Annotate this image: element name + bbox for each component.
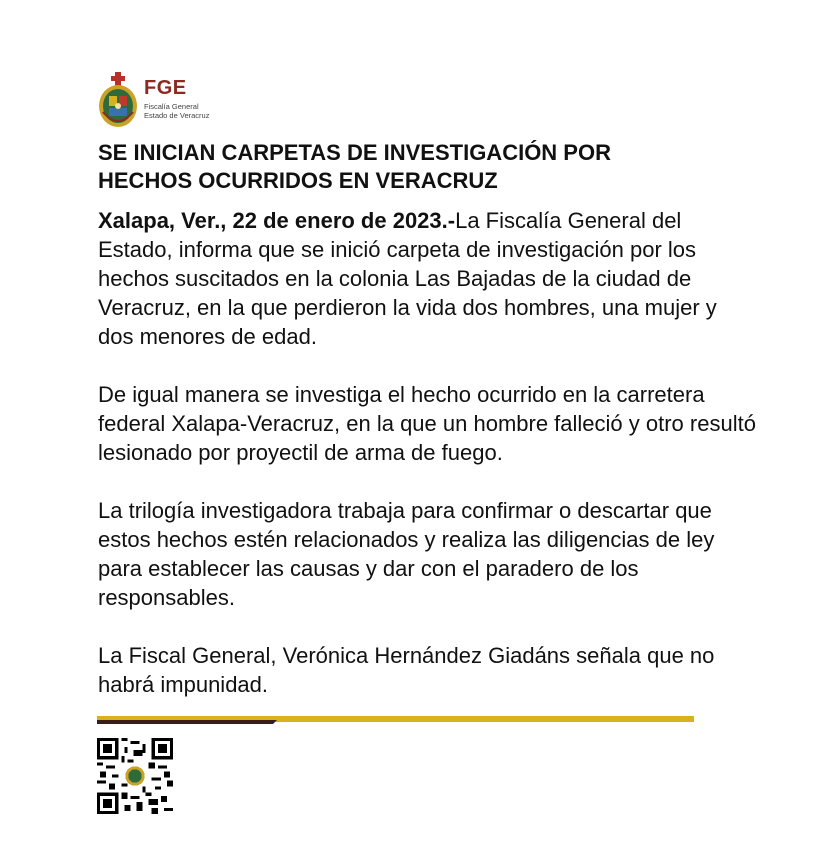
title-line2: HECHOS OCURRIDOS EN VERACRUZ	[98, 168, 498, 193]
qr-code-icon	[97, 738, 173, 814]
paragraph-2: De igual manera se investiga el hecho ocurrido en la carretera federal Xalapa-Veracruz, en la que un hombre falleció y otro resultó lesionado por proyectil de arma de fuego.	[98, 382, 756, 465]
logo-subtitle-line1: Fiscalía General	[144, 102, 199, 111]
press-release-body	[98, 206, 758, 699]
veracruz-seal-icon	[97, 72, 139, 128]
decorative-divider	[97, 716, 694, 724]
logo-subtitle-line2: Estado de Veracruz	[144, 111, 210, 120]
paragraph-1-text: La Fiscalía General del Estado, informa que se inició carpeta de investigación por los hechos suscitados en la colonia Las Bajadas de la ciudad de Veracruz, en la que perdieron la vida dos hombres, una mujer y dos menores de edad.	[98, 208, 717, 349]
paragraph-4: La Fiscal General, Verónica Hernández Giadáns señala que no habrá impunidad.	[98, 643, 715, 697]
paragraph-3: La trilogía investigadora trabaja para confirmar o descartar que estos hechos estén relacionados y realiza las diligencias de ley para establecer las causas y dar con el paradero de los responsables.	[98, 498, 715, 610]
logo-acronym: FGE	[144, 77, 187, 99]
dateline: Xalapa, Ver., 22 de enero de 2023.-	[98, 208, 456, 233]
title-line1: SE INICIAN CARPETAS DE INVESTIGACIÓN POR	[98, 140, 611, 165]
fge-logo	[97, 72, 211, 128]
logo-subtitle	[144, 102, 209, 120]
paragraph-1	[98, 206, 758, 351]
page-title	[98, 139, 738, 195]
divider-dark-stripe	[97, 720, 277, 724]
